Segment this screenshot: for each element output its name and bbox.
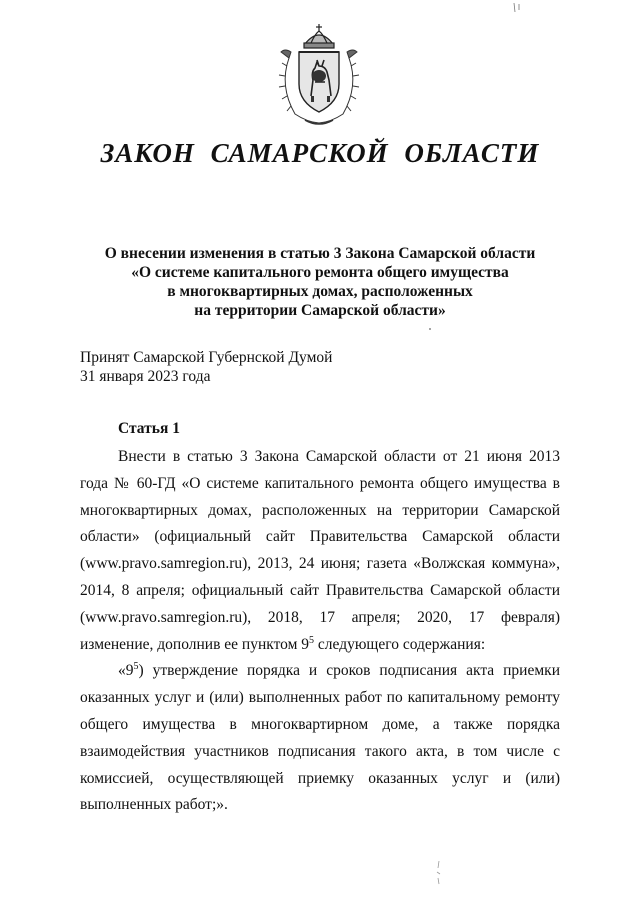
coat-of-arms-emblem: [275, 22, 363, 128]
adoption-date: 31 января 2023 года: [80, 368, 211, 385]
superscript: 5: [309, 634, 315, 646]
adoption-body: Принят Самарской Губернской Думой: [80, 349, 333, 366]
subtitle-line: в многоквартирных домах, расположенных: [167, 283, 473, 300]
scan-speck: [434, 860, 444, 886]
article-body: [80, 444, 560, 819]
subtitle-line: О внесении изменения в статью 3 Закона Самарской области: [104, 245, 536, 262]
adoption-info: [80, 348, 332, 386]
paragraph-text: Внести в статью 3 Закона Самарской области от 21 июня 2013 года № 60-ГД «О системе капитального ремонта общего имущества в многоквартирных домах, расположенных на территории Самарской области» (официальный сайт Правительства Самарской области (www.pravo.samregion.ru), 2013, 24 июня; газета «Волжская коммуна», 2014, 8 апреля; официальный сайт Правительства Самарской области (www.pravo.samregion.ru), 2018, 17 апреля; 2020, 17 февраля) изменение, дополнив ее пунктом 9: [80, 448, 560, 653]
superscript: 5: [133, 661, 139, 673]
paragraph-tail: следующего содержания:: [314, 635, 486, 653]
crown-icon: [304, 24, 334, 48]
scan-speck: [427, 326, 433, 332]
law-title: ЗАКОН САМАРСКОЙ ОБЛАСТИ: [100, 138, 540, 168]
law-subtitle: [60, 244, 580, 320]
paragraph-text: ) утверждение порядка и сроков подписания акта приемки оказанных услуг и (или) выполненных работ по капитальному ремонту общего имущества в многоквартирном доме, а также порядка взаимодействия участников подписания такого акта, в том числе с комиссией, осуществляющей приемку оказанных услуг и (или) выполненных работ;».: [80, 662, 560, 814]
paragraph-new-item: [80, 658, 560, 819]
subtitle-line: на территории Самарской области»: [194, 302, 446, 319]
paragraph-amendment: [80, 444, 560, 658]
article-heading: Статья 1: [118, 420, 180, 437]
subtitle-line: «О системе капитального ремонта общего имущества: [131, 264, 509, 281]
scan-speck: [512, 2, 522, 14]
shield-icon: [299, 52, 339, 112]
item-lead: «9: [118, 662, 134, 680]
